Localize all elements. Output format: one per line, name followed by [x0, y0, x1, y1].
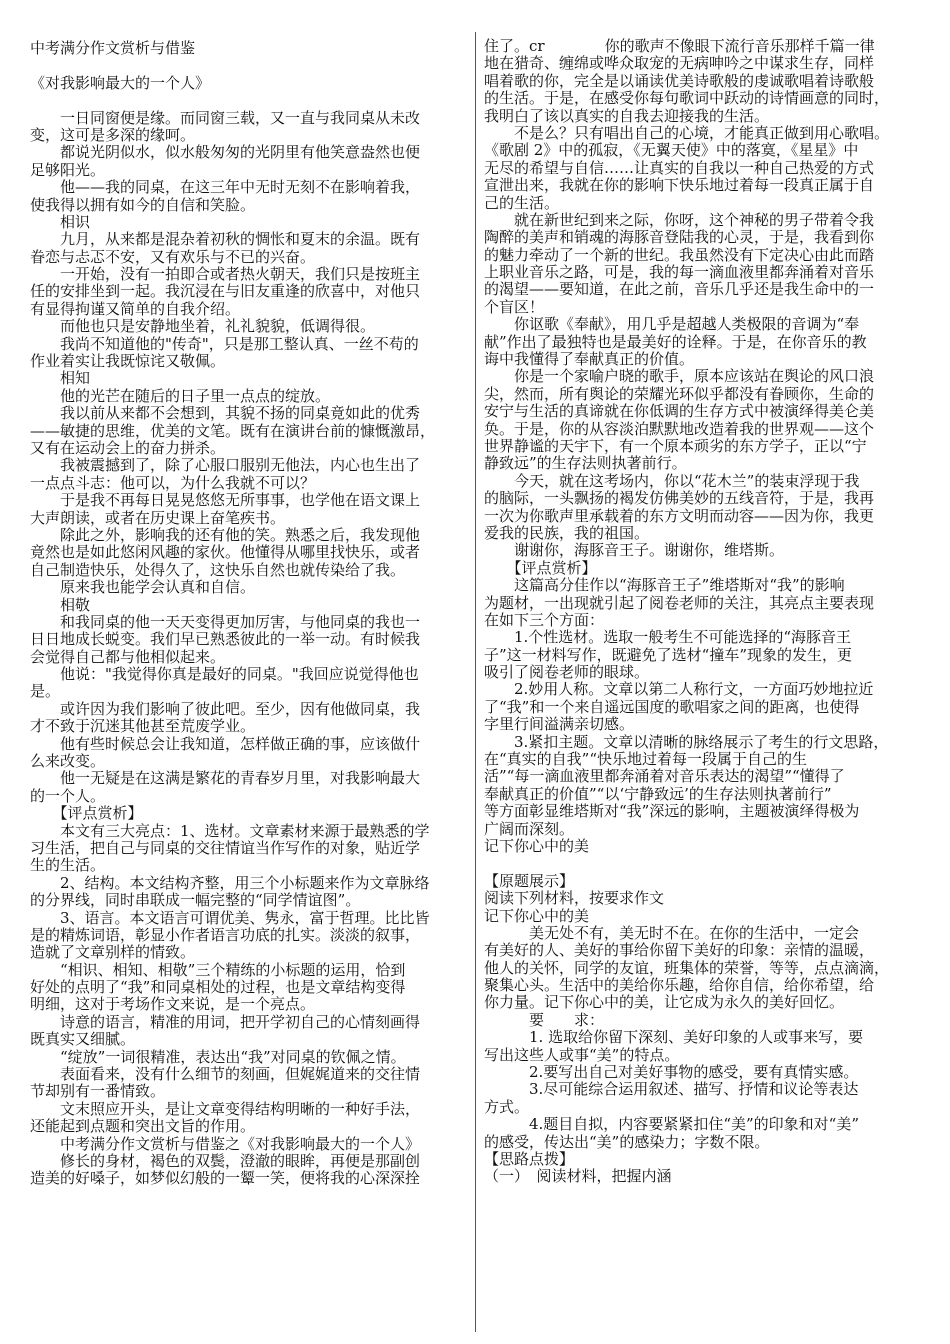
- text-line: 记下你心中的美: [484, 837, 590, 855]
- text-line: 我尚不知道他的"传奇"，只是那工整认真、一丝不苟的: [30, 335, 419, 353]
- text-line: 相识: [30, 213, 91, 231]
- text-line: 1. 选取给你留下深刻、美好印象的人或事来写，要: [484, 1029, 864, 1047]
- text-line: 住了。cr 你的歌声不像眼下流行音乐那样千篇一律: [484, 38, 875, 55]
- text-line: 的渴望——要知道，在此之前，音乐几乎还是我生命中的一: [484, 281, 875, 299]
- text-line: 他的光芒在随后的日子里一点点的绽放。: [30, 387, 331, 405]
- text-line: 变，这可是多深的缘呵。: [30, 126, 196, 144]
- text-line: 广阔而深刻。: [484, 820, 575, 838]
- text-line: 有美好的人、美好的事给你留下美好的印象：亲情的温暖，: [484, 942, 875, 960]
- text-line: 九月，从来都是混杂着初秋的惆怅和夏末的余温。既有: [30, 231, 421, 249]
- text-line: 他一无疑是在这满是繁花的青春岁月里，对我影响最大: [30, 770, 421, 788]
- text-line: 修长的身材，褐色的双鬓，澄澈的眼眸，再便是那副创: [30, 1153, 421, 1170]
- text-line: 他有些时候总会让我知道，怎样做正确的事，应该做什: [30, 735, 421, 753]
- text-line: 造就了文章别样的情致。: [30, 944, 196, 962]
- text-line: 好处的点明了“我”和同桌相处的过程，也是文章结构变得: [30, 979, 406, 997]
- text-line: 字里行间溢满亲切感。: [484, 716, 635, 734]
- text-line: 于是我不再每日晃晃悠悠无所事事，也学他在语文课上: [30, 492, 421, 510]
- text-line: 了“我”和一个来自遥远国度的歌唱家之间的距离，也使得: [484, 698, 860, 716]
- text-line: 陶醉的美声和销魂的海豚音登陆我的心灵，于是，我看到你: [484, 229, 875, 247]
- text-line: 献”作出了最独特也是最美好的诠释。于是，在你音乐的教: [484, 333, 867, 351]
- text-line: 自己制造快乐，处得久了，这快乐自然也就传染给了我。: [30, 561, 406, 579]
- left-column: [30, 40, 468, 1188]
- text-line: 《歌剧 2》中的孤寂，《无翼天使》中的落寞，《星星》中: [484, 142, 859, 160]
- text-line: 你讴歌《奉献》，用几乎是超越人类极限的音调为“奉: [484, 316, 860, 334]
- text-line: 阅读下列材料，按要求作文: [484, 890, 665, 908]
- text-line: 又有在运动会上的奋力拼杀。: [30, 439, 226, 457]
- text-line: 才不致于沉迷其他甚至荒废学业。: [30, 718, 256, 736]
- text-line: 就在新世纪到来之际，你呀，这个神秘的男子带着令我: [484, 211, 875, 229]
- text-line: 宣泄出来，我就在你的影响下快乐地过着每一段真正属于自: [484, 177, 875, 195]
- text-line: 无尽的希望与自信……让真实的自我以一种自己热爱的方式: [484, 159, 875, 177]
- text-line: 原来我也能学会认真和自信。: [30, 579, 256, 597]
- text-line: （一） 阅读材料，把握内涵: [484, 1168, 672, 1186]
- text-line: 一点点斗志：他可以，为什么我就不可以？: [30, 474, 316, 492]
- text-line: 或许因为我们影响了彼此吧。至少，因有他做同桌，我: [30, 700, 421, 718]
- text-line: 的分界线，同时串联成一幅完整的“同学情谊图”。: [30, 892, 361, 910]
- text-line: 习生活，把自己与同桌的交往情谊当作写作的对象，贴近学: [30, 839, 421, 857]
- text-line: 的感受，传达出“美”的感染力；字数不限。: [484, 1133, 770, 1151]
- text-line: 【原题展示】: [484, 872, 575, 890]
- text-line: 中考满分作文赏析与借鉴之《对我影响最大的一个人》: [30, 1135, 421, 1153]
- text-line: 一日同窗便是缘。而同窗三载，又一直与我同桌从未改: [30, 109, 421, 127]
- text-line: 诗意的语言，精准的用词，把开学初自己的心情刻画得: [30, 1013, 421, 1031]
- text-line: 2、结构。本文结构齐整，用三个小标题来作为文章脉络: [30, 874, 430, 892]
- blank-line: [484, 855, 924, 872]
- text-line: 表面看来，没有什么细节的刻画，但娓娓道来的交往情: [30, 1066, 421, 1084]
- text-line: 他——我的同桌，在这三年中无时无刻不在影响着我，: [30, 179, 421, 197]
- text-line: 我明白了该以真实的自我去迎接我的生活。: [484, 107, 770, 125]
- text-line: 安宁与生活的真谛就在你低调的生存方式中被演绎得美仑美: [484, 403, 875, 421]
- text-line: 会觉得自己都与他相似起来。: [30, 648, 226, 666]
- text-line: 本文有三大亮点：1、选材。文章素材来源于最熟悉的学: [30, 822, 430, 840]
- text-line: 么来改变。: [30, 753, 106, 771]
- text-line: 活”“每一滴血液里都奔涌着对音乐表达的渴望”“懂得了: [484, 768, 845, 786]
- text-line: 相敬: [30, 596, 91, 614]
- text-line: 3.紧扣主题。文章以清晰的脉络展示了考生的行文思路，: [484, 733, 889, 751]
- text-line: 【评点赏析】: [484, 559, 597, 577]
- text-line: 他说："我觉得你真是最好的同桌。"我回应说觉得他也: [30, 666, 419, 684]
- text-line: 眷恋与忐忑不安，又有欢乐与不已的兴奋。: [30, 248, 316, 266]
- text-line: 任的安排坐到一起。我沉浸在与旧友重逢的欣喜中，对他只: [30, 283, 421, 301]
- text-line: 一次为你歌声里承载着的东方文明而动容——因为你，我更: [484, 507, 875, 525]
- text-line: 2.要写出自己对美好事物的感受，要有真情实感。: [484, 1064, 859, 1082]
- text-line: 世界静谧的天宇下，有一个原本顽劣的东方学子，正以“宁: [484, 437, 867, 455]
- text-line: 要 求：: [484, 1011, 605, 1029]
- text-line: 的一个人。: [30, 787, 106, 805]
- text-line: 他人的关怀，同学的友谊，班集体的荣誉，等等，点点滴滴，: [484, 959, 890, 977]
- text-line: 个盲区！: [484, 298, 545, 316]
- text-line: 不是么？只有唱出自己的心境，才能真正做到用心歌唱。: [484, 124, 890, 142]
- text-line: 尖，然而，所有舆论的荣耀光环似乎都没有眷顾你，生命的: [484, 385, 875, 403]
- text-line: 这篇高分佳作以“海豚音王子”维塔斯对“我”的影响: [484, 577, 845, 595]
- text-line: 【评点赏析】: [30, 805, 143, 823]
- text-line: 作业着实让我既惊诧又敬佩。: [30, 353, 226, 371]
- text-line: 既真实又细腻。: [30, 1031, 136, 1049]
- text-line: 1.个性选材。选取一般考生不可能选择的“海豚音王: [484, 629, 851, 647]
- text-line: 你是一个家喻户晓的歌手，原本应该站在舆论的风口浪: [484, 368, 875, 386]
- text-line: 和我同桌的他一天天变得更加厉害，与他同桌的我也一: [30, 613, 421, 631]
- column-divider: [475, 32, 476, 1332]
- text-line: 竟然也是如此悠闲风趣的家伙。他懂得从哪里找快乐，或者: [30, 544, 421, 562]
- text-line: 还能起到点题和突出文旨的作用。: [30, 1118, 256, 1136]
- text-line: 除此之外，影响我的还有他的笑。熟悉之后，我发现他: [30, 526, 421, 544]
- text-line: 我被震撼到了，除了心服口服别无他法，内心也生出了: [30, 457, 421, 475]
- text-line: 爱我的民族，我的祖国。: [484, 524, 650, 542]
- text-line: 【思路点拨】: [484, 1151, 575, 1168]
- text-line: 文末照应开头，是让文章变得结构明晰的一种好手法，: [30, 1100, 421, 1118]
- text-line: 吸引了阅卷老师的眼球。: [484, 664, 650, 682]
- text-line: 唱着歌的你，完全是以诵读优美诗歌般的虔诚歌唱着诗歌般: [484, 72, 875, 90]
- text-line: 你力量。记下你心中的美，让它成为永久的美好回忆。: [484, 994, 845, 1012]
- text-line: 一开始，没有一拍即合或者热火朝天，我们只是按班主: [30, 266, 421, 284]
- text-line: 在“真实的自我”“快乐地过着每一段属于自己的生: [484, 751, 808, 769]
- text-line: 节却别有一番情致。: [30, 1083, 166, 1101]
- text-line: 在如下三个方面：: [484, 611, 605, 629]
- text-line: “绽放”一词很精准，表达出“我”对同桌的钦佩之情。: [30, 1048, 406, 1066]
- text-line: 都说光阴似水，似水般匆匆的光阴里有他笑意盎然也便: [30, 144, 421, 162]
- text-line: 我以前从来都不会想到，其貌不扬的同桌竟如此的优秀: [30, 405, 421, 423]
- text-line: 有显得拘谨又简单的自我介绍。: [30, 300, 241, 318]
- text-line: 奂。于是，你的从容淡泊默默地改造着我的世界观——这个: [484, 420, 875, 438]
- text-line: 奉献真正的价值”“以‘宁静致远’的生存法则执著前行”: [484, 785, 832, 803]
- text-line: 静致远”的生存法则执著前行。: [484, 455, 687, 473]
- text-line: 3.尽可能综合运用叙述、描写、抒情和议论等表达: [484, 1081, 859, 1099]
- blank-line: [30, 92, 468, 109]
- text-line: 的脑际，一头飘扬的褐发仿佛美妙的五线音符，于是，我再: [484, 490, 875, 508]
- text-line: 诲中我懂得了奉献真正的价值。: [484, 351, 695, 369]
- text-line: 相知: [30, 370, 91, 388]
- text-line: 足够阳光。: [30, 161, 106, 179]
- text-line: “相识、相知、相敬”三个精练的小标题的运用，恰到: [30, 961, 406, 979]
- text-line: 的魅力牵动了一个新的世纪。我虽然没有下定决心由此而踏: [484, 246, 875, 264]
- text-line: 《对我影响最大的一个人》: [30, 74, 211, 92]
- text-line: 是。: [30, 683, 61, 701]
- text-line: 使我得以拥有如今的自信和笑脸。: [30, 196, 256, 214]
- text-line: 等方面彰显维塔斯对“我”深远的影响，主题被演绎得极为: [484, 803, 860, 821]
- right-column: [484, 38, 924, 1186]
- text-line: 中考满分作文赏析与借鉴: [30, 40, 196, 57]
- blank-line: [30, 57, 468, 74]
- text-line: 己的生活。: [484, 194, 560, 212]
- text-line: 大声朗读，或者在历史课上奋笔疾书。: [30, 509, 286, 527]
- text-line: 日日地成长蜕变。我们早已熟悉彼此的一举一动。有时候我: [30, 631, 421, 649]
- text-line: ——敏捷的思维，优美的文笔。既有在演讲台前的慷慨激昂，: [30, 422, 436, 440]
- text-line: 写出这些人或事“美”的特点。: [484, 1046, 680, 1064]
- text-line: 谢谢你，海豚音王子。谢谢你，维塔斯。: [484, 542, 785, 560]
- text-line: 上职业音乐之路，可是，我的每一滴血液里都奔涌着对音乐: [484, 264, 875, 282]
- text-line: 聚集心头。生活中的美给你乐趣，给你自信，给你希望，给: [484, 977, 875, 995]
- text-line: 是的精炼词语，彰显小作者语言功底的扎实。淡淡的叙事，: [30, 926, 421, 944]
- text-line: 4.题目自拟，内容要紧紧扣住“美”的印象和对“美”: [484, 1116, 859, 1134]
- text-line: 为题材，一出现就引起了阅卷老师的关注，其亮点主要表现: [484, 594, 875, 612]
- text-line: 生的生活。: [30, 857, 106, 875]
- text-line: 子”这一材料写作，既避免了选材“撞车”现象的发生，更: [484, 646, 853, 664]
- text-line: 方式。: [484, 1098, 530, 1116]
- text-line: 明细，这对于考场作文来说，是一个亮点。: [30, 996, 316, 1014]
- text-line: 美无处不有，美无时不在。在你的生活中，一定会: [484, 924, 860, 942]
- text-line: 记下你心中的美: [484, 907, 590, 925]
- text-line: 2.妙用人称。文章以第二人称行文，一方面巧妙地拉近: [484, 681, 874, 699]
- text-line: 的生活。于是，在感受你每句歌词中跃动的诗情画意的同时，: [484, 90, 890, 108]
- text-line: 造美的好嗓子，如梦似幻般的一颦一笑，便将我的心深深拴: [30, 1170, 421, 1188]
- text-line: 而他也只是安静地坐着，礼礼貌貌，低调得很。: [30, 318, 376, 336]
- text-line: 今天，就在这考场内，你以“花木兰”的装束浮现于我: [484, 472, 860, 490]
- text-line: 地在猎奇、缠绵或哗众取宠的无病呻吟之中谋求生存，同样: [484, 55, 875, 73]
- text-line: 3、语言。本文语言可谓优美、隽永，富于哲理。比比皆: [30, 909, 430, 927]
